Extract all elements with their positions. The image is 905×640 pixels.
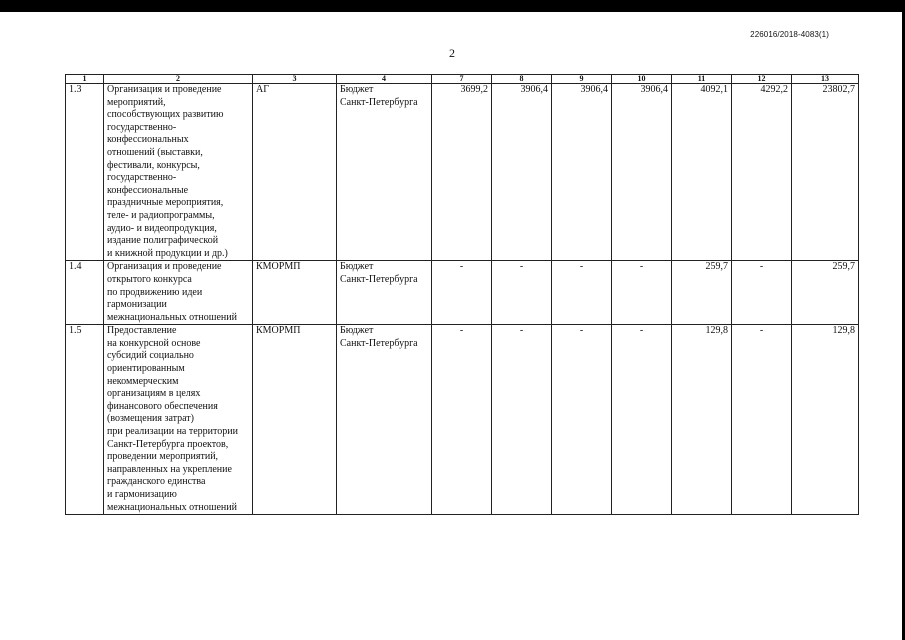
header-cell: 4 [337,75,432,84]
funding-source: Бюджет Санкт-Петербурга [337,325,432,515]
value-col12: - [732,325,792,515]
header-cell: 10 [612,75,672,84]
header-row [66,75,859,84]
budget-table [65,74,859,515]
table-row [66,325,859,515]
value-col10: - [612,261,672,325]
value-col11: 4092,1 [672,84,732,261]
value-col9: 3906,4 [552,84,612,261]
value-col13: 23802,7 [792,84,859,261]
row-number: 1.4 [66,261,104,325]
row-number: 1.3 [66,84,104,261]
header-cell: 2 [104,75,253,84]
header-cell: 11 [672,75,732,84]
value-col9: - [552,325,612,515]
page-number: 2 [449,46,455,60]
activity-name: Организация и проведение открытого конкурса по продвижению идеи гармонизации межнациональных отношений [104,261,253,325]
value-col8: - [492,325,552,515]
value-col8: 3906,4 [492,84,552,261]
header-cell: 7 [432,75,492,84]
value-col12: - [732,261,792,325]
header-cell: 9 [552,75,612,84]
value-col8: - [492,261,552,325]
value-col7: 3699,2 [432,84,492,261]
activity-name: Организация и проведение мероприятий, способствующих развитию государственно- конфессиональных отношений (выставки, фестивали, конкурсы, государственно- конфессиональные праздничные мероприятия, теле- и радиопрограммы, аудио- и видеопродукция, издание полиграфической и книжной продукции и др.) [104,84,253,261]
value-col10: - [612,325,672,515]
header-cell: 3 [253,75,337,84]
document-id: 226016/2018-4083(1) [750,30,829,39]
value-col7: - [432,261,492,325]
executor: АГ [253,84,337,261]
executor: КМОРМП [253,261,337,325]
table-row [66,84,859,261]
table-row [66,261,859,325]
funding-source: Бюджет Санкт-Петербурга [337,84,432,261]
scan-border-top [0,0,905,12]
value-col13: 259,7 [792,261,859,325]
header-cell: 8 [492,75,552,84]
executor: КМОРМП [253,325,337,515]
funding-source: Бюджет Санкт-Петербурга [337,261,432,325]
activity-name: Предоставление на конкурсной основе субсидий социально ориентированным некоммерческим организациям в целях финансового обеспечения (возмещения затрат) при реализации на территории Санкт-Петербурга проектов, проведении мероприятий, направленных на укрепление гражданского единства и гармонизацию межнациональных отношений [104,325,253,515]
value-col10: 3906,4 [612,84,672,261]
header-cell: 13 [792,75,859,84]
header-cell: 12 [732,75,792,84]
value-col12: 4292,2 [732,84,792,261]
value-col11: 129,8 [672,325,732,515]
value-col11: 259,7 [672,261,732,325]
value-col7: - [432,325,492,515]
value-col13: 129,8 [792,325,859,515]
value-col9: - [552,261,612,325]
header-cell: 1 [66,75,104,84]
row-number: 1.5 [66,325,104,515]
